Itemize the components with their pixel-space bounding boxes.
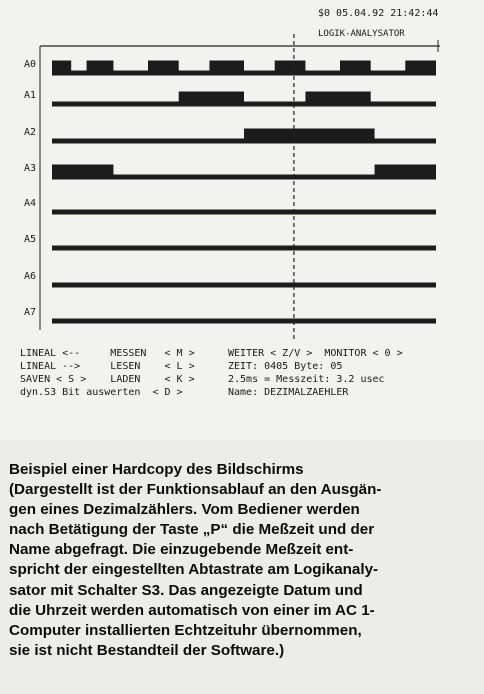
trace-low-level	[52, 246, 436, 251]
trace-high-pulse	[275, 61, 306, 74]
caption-line: gen eines Dezimalzählers. Vom Bediener werden	[9, 501, 360, 519]
caption-line: Beispiel einer Hardcopy des Bildschirms	[9, 461, 304, 478]
caption-line: Computer installierten Echtzeituhr übernommen,	[9, 621, 362, 639]
channel-label-a7: A7	[24, 307, 37, 318]
channel-label-a5: A5	[24, 234, 37, 245]
caption-line: (Dargestellt ist der Funktionsablauf an den Ausgän-	[9, 481, 382, 499]
trace-high-pulse	[340, 61, 371, 74]
menu-line-left-2[interactable]: SAVEN < S > LADEN < K >	[20, 374, 195, 385]
channel-trace-a0	[52, 61, 436, 76]
channel-label-a6: A6	[24, 271, 37, 282]
caption-line: nach Betätigung der Taste „P“ die Meßzeit und der	[9, 521, 375, 539]
trace-high-pulse	[148, 61, 179, 74]
timing-traces	[52, 61, 436, 324]
channel-trace-a3	[52, 165, 436, 180]
caption-line: die Uhrzeit werden automatisch von einer im AC 1-	[9, 601, 375, 619]
analyzer-title: LOGIK-ANALYSATOR	[318, 29, 405, 39]
channel-trace-a2	[52, 129, 436, 144]
trace-high-pulse	[209, 61, 244, 74]
trace-high-pulse	[52, 165, 113, 178]
name-readout: Name: DEZIMALZAEHLER	[228, 387, 349, 398]
caption-line: sie ist nicht Bestandteil der Software.)	[9, 641, 285, 659]
figure-caption	[9, 460, 477, 661]
trace-low-level	[52, 283, 436, 288]
measure-time-readout: 2.5ms = Messzeit: 3.2 usec	[228, 374, 385, 385]
menu-line-right-0[interactable]: WEITER < Z/V > MONITOR < 0 >	[228, 348, 403, 359]
trace-high-pulse	[179, 92, 244, 105]
menu-line-left-0[interactable]: LINEAL <-- MESSEN < M >	[20, 348, 195, 359]
trace-high-pulse	[87, 61, 114, 74]
menu-line-left-1[interactable]: LINEAL --> LESEN < L >	[20, 361, 195, 372]
channel-trace-a4	[52, 210, 436, 215]
caption-line: Name abgefragt. Die einzugebende Meßzeit ent-	[9, 541, 354, 559]
channel-label-a1: A1	[24, 90, 37, 101]
trace-low-level	[52, 319, 436, 324]
caption-line: sator mit Schalter S3. Das angezeigte Datum und	[9, 581, 363, 599]
header-timestamp: $0 05.04.92 21:42:44	[318, 8, 439, 19]
channel-trace-a1	[52, 92, 436, 107]
channel-trace-a7	[52, 319, 436, 324]
channel-label-a3: A3	[24, 163, 37, 174]
trace-high-pulse	[405, 61, 436, 74]
trace-low-level	[52, 210, 436, 215]
channel-label-a4: A4	[24, 198, 37, 209]
trace-high-pulse	[52, 61, 71, 74]
channel-label-a2: A2	[24, 127, 37, 138]
channel-trace-a6	[52, 283, 436, 288]
trace-high-pulse	[305, 92, 370, 105]
trace-high-pulse	[244, 129, 375, 142]
trace-high-pulse	[375, 165, 436, 178]
channel-trace-a5	[52, 246, 436, 251]
time-readout: ZEIT: 0405 Byte: 05	[228, 361, 343, 372]
channel-label-a0: A0	[24, 59, 37, 70]
menu-line-left-3[interactable]: dyn.S3 Bit auswerten < D >	[20, 387, 183, 398]
caption-line: spricht der eingestellten Abtastrate am Logikanaly-	[9, 561, 379, 579]
